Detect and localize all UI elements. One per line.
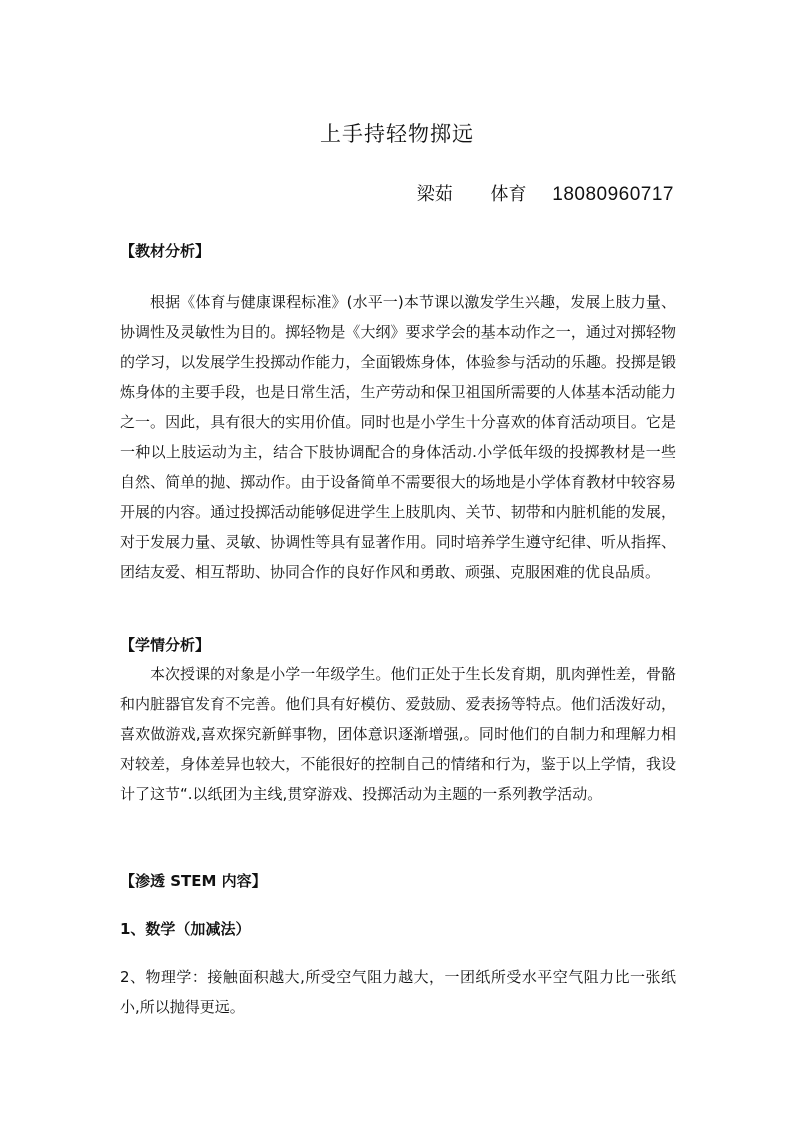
author-name: 梁茹 <box>416 184 453 205</box>
student-analysis-paragraph: 本次授课的对象是小学一年级学生。他们正处于生长发育期，肌肉弹性差，骨骼和内脏器官发育不完善。他们具有好模仿、爱鼓励、爱表扬等特点。他们活泼好动，喜欢做游戏,喜欢探究新鲜事物，团体意识逐渐增强,。同时他们的自制力和理解力相对较差，身体差异也较大，不能很好的控制自己的情绪和行为，鉴于以上学情，我设计了这节“.以纸团为主线,贯穿游戏、投掷活动为主题的一系列教学活动。 <box>120 665 676 803</box>
stem-content-heading: 【渗透 STEM 内容】 <box>120 872 267 890</box>
author-phone: 18080960717 <box>552 184 674 205</box>
document-title: 上手持轻物掷远 <box>320 122 474 146</box>
stem-item-physics: 2、物理学：接触面积越大,所受空气阻力越大，一团纸所受水平空气阻力比一张纸小,所以抛得更远。 <box>120 968 676 1016</box>
stem-item-math: 1、数学（加减法） <box>120 920 251 938</box>
author-line <box>417 180 674 206</box>
author-subject: 体育 <box>490 184 527 205</box>
material-analysis-paragraph: 根据《体育与健康课程标准》(水平一)本节课以激发学生兴趣，发展上肢力量、协调性及灵敏性为目的。掷轻物是《大纲》要求学会的基本动作之一，通过对掷轻物的学习，以发展学生投掷动作能力，全面锻炼身体，体验参与活动的乐趣。投掷是锻炼身体的主要手段，也是日常生活，生产劳动和保卫祖国所需要的人体基本活动能力之一。因此，具有很大的实用价值。同时也是小学生十分喜欢的体育活动项目。它是一种以上肢运动为主，结合下肢协调配合的身体活动.小学低年级的投掷教材是一些自然、简单的抛、掷动作。由于设备简单不需要很大的场地是小学体育教材中较容易开展的内容。通过投掷活动能够促进学生上肢肌肉、关节、韧带和内脏机能的发展，对于发展力量、灵敏、协调性等具有显著作用。同时培养学生遵守纪律、听从指挥、团结友爱、相互帮助、协同合作的良好作风和勇敢、顽强、克服困难的优良品质。 <box>120 293 676 581</box>
material-analysis-heading: 【教材分析】 <box>120 242 211 260</box>
student-analysis-heading: 【学情分析】 <box>120 636 211 654</box>
